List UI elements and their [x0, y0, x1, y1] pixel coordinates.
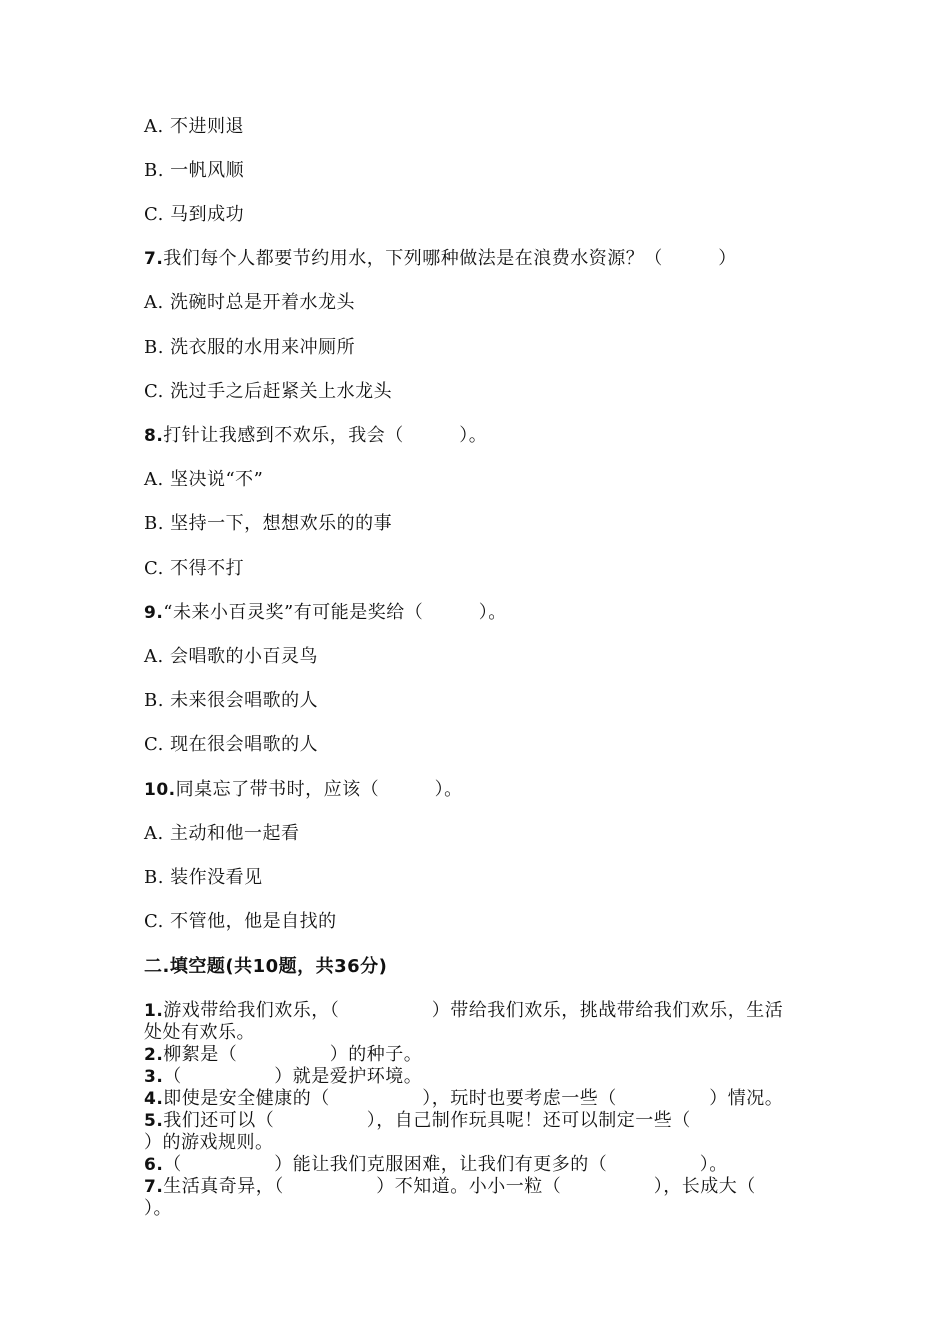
- option-a: A. 主动和他一起看: [144, 823, 300, 844]
- question-number: 7.: [144, 1177, 164, 1197]
- question-text: 生活真奇异，（ ）不知道。小小一粒（ ），长成大（: [163, 1176, 756, 1197]
- question-text: 同桌忘了带书时，应该（ ）。: [175, 779, 463, 800]
- question-number: 10.: [144, 780, 176, 800]
- option-c: C. 不管他，他是自找的: [144, 911, 337, 932]
- fill-question-7-continued: ）。: [144, 1198, 172, 1219]
- question-text: 游戏带给我们欢乐，（ ）带给我们欢乐，挑战带给我们欢乐，生活: [163, 1000, 784, 1021]
- question-10: [144, 779, 463, 801]
- option-c: C. 马到成功: [144, 204, 245, 225]
- option-c: C. 洗过手之后赶紧关上水龙头: [144, 381, 393, 402]
- option-b: B. 洗衣服的水用来冲厕所: [144, 337, 356, 358]
- question-text: 我们还可以（ ），自己制作玩具呢！还可以制定一些（: [163, 1110, 691, 1131]
- fill-question-5: [144, 1110, 691, 1132]
- fill-question-1-continued: 处处有欢乐。: [144, 1022, 255, 1043]
- section-heading: 二.填空题(共10题，共36分): [144, 956, 388, 977]
- fill-question-3: [144, 1066, 422, 1088]
- fill-question-4: [144, 1088, 783, 1110]
- question-number: 2.: [144, 1045, 164, 1065]
- option-a: A. 坚决说“不”: [144, 469, 264, 490]
- fill-question-2: [144, 1044, 422, 1066]
- question-7: [144, 248, 737, 270]
- question-number: 6.: [144, 1155, 164, 1175]
- option-b: B. 坚持一下，想想欢乐的的事: [144, 513, 393, 534]
- fill-question-6: [144, 1154, 728, 1176]
- option-b: B. 一帆风顺: [144, 160, 245, 181]
- question-9: [144, 602, 507, 624]
- option-b: B. 未来很会唱歌的人: [144, 690, 319, 711]
- question-number: 1.: [144, 1001, 164, 1021]
- fill-question-5-continued: ）的游戏规则。: [144, 1132, 274, 1153]
- question-number: 3.: [144, 1067, 164, 1087]
- fill-question-7: [144, 1176, 756, 1198]
- option-b: B. 装作没看见: [144, 867, 263, 888]
- question-number: 5.: [144, 1111, 164, 1131]
- question-text: 打针让我感到不欢乐，我会（ ）。: [163, 425, 488, 446]
- fill-question-1: [144, 1000, 783, 1022]
- question-text: 我们每个人都要节约用水，下列哪种做法是在浪费水资源？（ ）: [163, 248, 737, 269]
- question-8: [144, 425, 487, 447]
- option-c: C. 不得不打: [144, 558, 245, 579]
- option-c: C. 现在很会唱歌的人: [144, 734, 319, 755]
- question-number: 9.: [144, 603, 164, 623]
- question-number: 7.: [144, 249, 164, 269]
- question-number: 8.: [144, 426, 164, 446]
- question-text: （ ）能让我们克服困难，让我们有更多的（ ）。: [163, 1154, 728, 1175]
- option-a: A. 洗碗时总是开着水龙头: [144, 292, 355, 313]
- option-a: A. 会唱歌的小百灵鸟: [144, 646, 318, 667]
- question-text: 柳絮是（ ）的种子。: [163, 1044, 423, 1065]
- question-text: 即使是安全健康的（ ），玩时也要考虑一些（ ）情况。: [163, 1088, 784, 1109]
- question-text: （ ）就是爱护环境。: [163, 1066, 423, 1087]
- question-text: “未来小百灵奖”有可能是奖给（ ）。: [163, 602, 507, 623]
- option-a: A. 不进则退: [144, 116, 244, 137]
- question-number: 4.: [144, 1089, 164, 1109]
